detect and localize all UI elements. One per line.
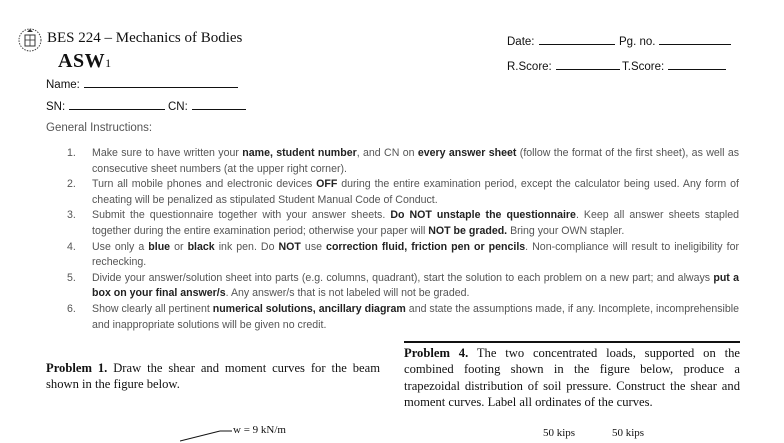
instruction-item-1 [67, 146, 739, 177]
problem-4 [404, 345, 740, 411]
total-score-field[interactable] [622, 58, 726, 73]
instruction-text: . Non-compliance will result to ineligibility for rechecking. [92, 240, 739, 269]
instruction-text: . Any answer/s that is not labeled will not be graded. [225, 287, 470, 300]
instruction-number: 2. [67, 178, 76, 191]
instruction-text: during the entire examination period, except the calculator being used. Any form of cheating will be penalized as stipulated Student Manual Code of Conduct. [92, 178, 739, 206]
date-label: Date: [507, 36, 535, 48]
instructions-list [67, 146, 739, 333]
instruction-emphasis: Do NOT unstaple the questionnaire [390, 209, 576, 222]
general-instructions-title: General Instructions: [46, 122, 153, 134]
instruction-emphasis: blue [148, 240, 171, 253]
tscore-label: T.Score: [622, 61, 665, 73]
instruction-number: 4. [67, 240, 76, 253]
instruction-text: Bring your OWN stapler. [507, 224, 625, 237]
student-number-field[interactable] [46, 98, 165, 113]
cn-label: CN: [168, 101, 188, 113]
problem-4-text: The two concentrated loads, supported on the combined footing shown in the figure below, produce a trapezoidal distribution of soil pressure. Construct the shear and moment curves. Label all ordinates of the curves. [404, 346, 740, 410]
instruction-text: Make sure to have written your [92, 147, 243, 159]
instruction-item-2 [67, 177, 739, 208]
problem-1-label: Problem 1. [46, 361, 108, 375]
instruction-number: 6. [67, 302, 76, 315]
instruction-text: Turn all mobile phones and electronic devices [92, 178, 317, 191]
page-number-field[interactable] [619, 33, 731, 48]
instruction-number: 5. [67, 271, 76, 284]
raw-score-field[interactable] [507, 58, 620, 73]
problem-1 [46, 360, 380, 392]
instruction-emphasis: numerical solutions, ancillary diagram [212, 302, 406, 315]
instruction-item-4 [67, 240, 739, 271]
instruction-emphasis: correction fluid, friction pen or pencils [326, 240, 526, 253]
name-label: Name: [46, 79, 80, 91]
instruction-emphasis: put a box on your final answer/s [92, 271, 739, 300]
instruction-text: Use only a [92, 240, 149, 253]
instruction-emphasis: name, student number [242, 147, 357, 159]
problem-1-text: Draw the shear and moment curves for the beam shown in the figure below. [46, 361, 381, 391]
instruction-text: . Keep all answer sheets stapled together during the entire examination period; otherwise your paper will [92, 209, 739, 237]
problem-4-label: Problem 4. [404, 346, 469, 360]
rscore-label: R.Score: [507, 61, 552, 73]
instruction-number: 1. [67, 147, 76, 159]
instruction-text: or [170, 240, 188, 253]
instruction-text: Divide your answer/solution sheet into parts (e.g. columns, quadrant), start the solution to each problem on a new part; and always [92, 271, 714, 284]
instruction-text: ink pen. Do [214, 240, 279, 253]
date-field[interactable] [507, 33, 615, 48]
class-number-field[interactable] [168, 98, 246, 113]
instruction-text: , and CN on [356, 147, 418, 159]
course-title: BES 224 – Mechanics of Bodies [47, 30, 243, 46]
instruction-text: (follow the format of the first sheet), as well as consecutive sheet numbers (at the upper right corner). [92, 147, 740, 175]
section-divider [404, 341, 740, 343]
instruction-text: and state the assumptions made, if any. Incomplete, incomprehensible and inappropriate solutions will be given no credit. [92, 302, 739, 331]
sn-label: SN: [46, 101, 66, 113]
name-field[interactable] [46, 76, 238, 91]
instruction-number: 3. [67, 209, 76, 222]
instruction-emphasis: black [187, 240, 215, 253]
asw-main: ASW [58, 50, 106, 72]
asw-number: 1 [105, 56, 112, 70]
distributed-load-label: w = 9 kN/m [233, 424, 286, 436]
university-seal-logo [17, 26, 43, 54]
instruction-item-5 [67, 271, 739, 302]
instruction-item-6 [67, 302, 739, 333]
instruction-text: use [300, 240, 327, 253]
instruction-emphasis: OFF [316, 178, 338, 191]
instruction-text: Submit the questionnaire together with your answer sheets. [92, 209, 391, 222]
instruction-item-3 [67, 208, 739, 239]
page-label: Pg. no. [619, 36, 656, 48]
answer-sheet-title [58, 50, 112, 73]
instruction-text: Show clearly all pertinent [92, 302, 213, 315]
instruction-emphasis: NOT [278, 240, 301, 253]
load-2-label: 50 kips [612, 427, 645, 439]
instruction-emphasis: NOT be graded. [428, 224, 508, 237]
instruction-emphasis: every answer sheet [417, 147, 517, 159]
load-1-label: 50 kips [543, 427, 576, 439]
